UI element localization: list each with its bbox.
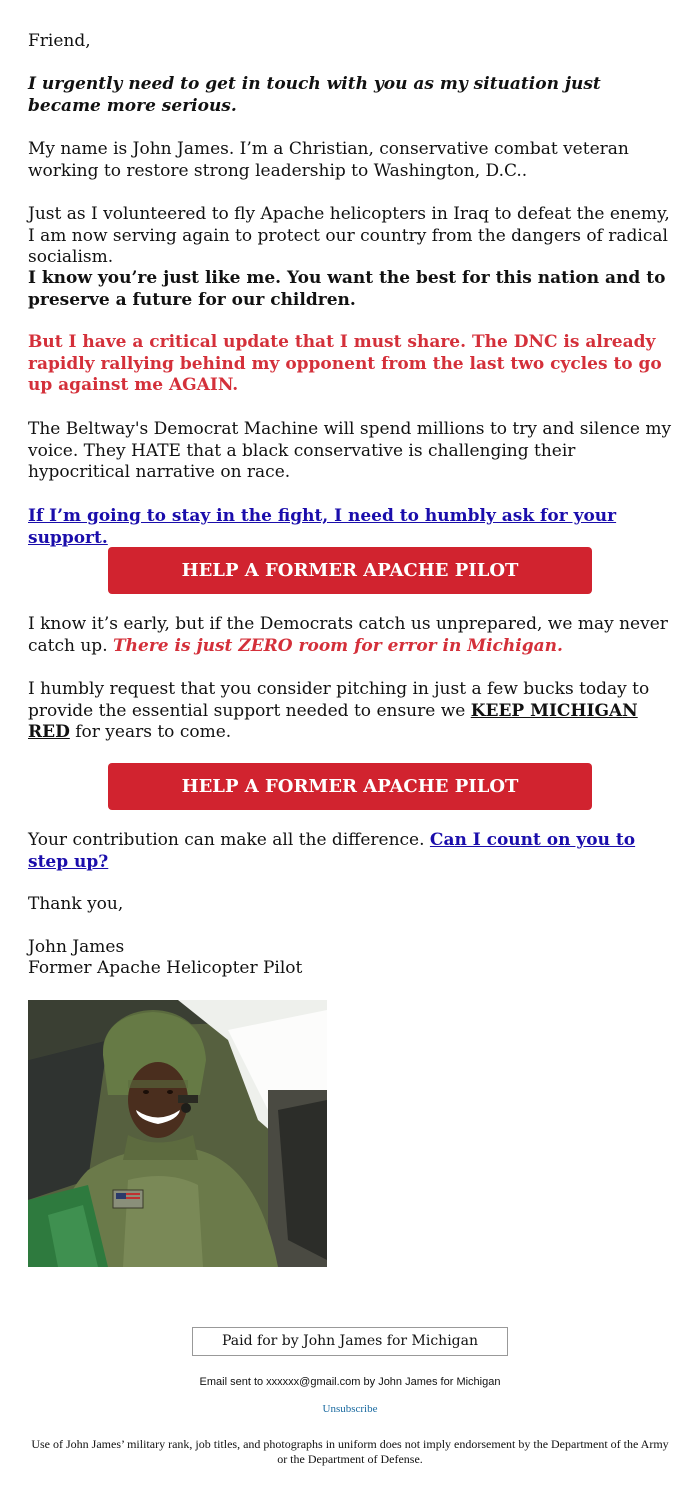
fight-paragraph [28, 506, 678, 549]
donate-button-2[interactable]: HELP A FORMER APACHE PILOT [108, 763, 592, 810]
zero-room-emphasis: There is just ZERO room for error in Michigan. [113, 635, 563, 656]
request-paragraph [28, 679, 678, 744]
early-text: I know it’s early, but if the Democrats catch us unprepared, we may never catch up. [28, 614, 668, 656]
critical-update-paragraph: But I have a critical update that I must share. The DNC is already rapidly rallying behind my opponent from the last two cycles to go up against me AGAIN. [28, 332, 662, 395]
unsubscribe-link[interactable]: Unsubscribe [322, 1403, 378, 1415]
donate-button-1[interactable]: HELP A FORMER APACHE PILOT [108, 547, 592, 594]
like-me-paragraph: I know you’re just like me. You want the best for this nation and to preserve a future for our children. [28, 268, 666, 310]
apache-paragraph: Just as I volunteered to fly Apache helicopters in Iraq to defeat the enemy, I am now serving again to protect our country from the dangers of radical socialism. [28, 204, 670, 267]
beltway-paragraph: The Beltway's Democrat Machine will spend millions to try and silence my voice. They HATE that a black conservative is challenging their hypocritical narrative on race. [28, 419, 672, 482]
early-paragraph [28, 614, 678, 657]
support-link[interactable]: If I’m going to stay in the fight, I need to humbly ask for your support. [28, 506, 617, 548]
request-text: I humbly request that you consider pitching in just a few bucks today to provide the essential support needed to ensure we [28, 679, 650, 721]
email-sent-notice: Email sent to xxxxxx@gmail.com by John James for Michigan [199, 1376, 501, 1388]
contribution-paragraph [28, 830, 678, 873]
contribution-text: Your contribution can make all the difference. [28, 830, 430, 850]
pilot-photo [28, 1000, 327, 1267]
keep-michigan-red: KEEP MICHIGAN RED [28, 700, 638, 742]
thanks: Thank you, [28, 894, 124, 914]
paid-for-by-box: Paid for by John James for Michigan [192, 1327, 508, 1356]
military-disclaimer: Use of John James’ military rank, job titles, and photographs in uniform does not imply endorsement by the Department of the Army or the Department of Defense. [31, 1437, 669, 1466]
step-up-link[interactable]: Can I count on you to step up? [28, 830, 636, 872]
greeting: Friend, [28, 31, 91, 51]
signature-title: Former Apache Helicopter Pilot [28, 958, 303, 978]
signature-name: John James [28, 937, 125, 957]
pilot-illustration [28, 1000, 327, 1267]
intro-paragraph: My name is John James. I’m a Christian, conservative combat veteran working to restore strong leadership to Washington, D.C.. [28, 139, 629, 181]
request-tail: for years to come. [69, 722, 232, 742]
urgent-message: I urgently need to get in touch with you as my situation just became more serious. [28, 74, 601, 116]
